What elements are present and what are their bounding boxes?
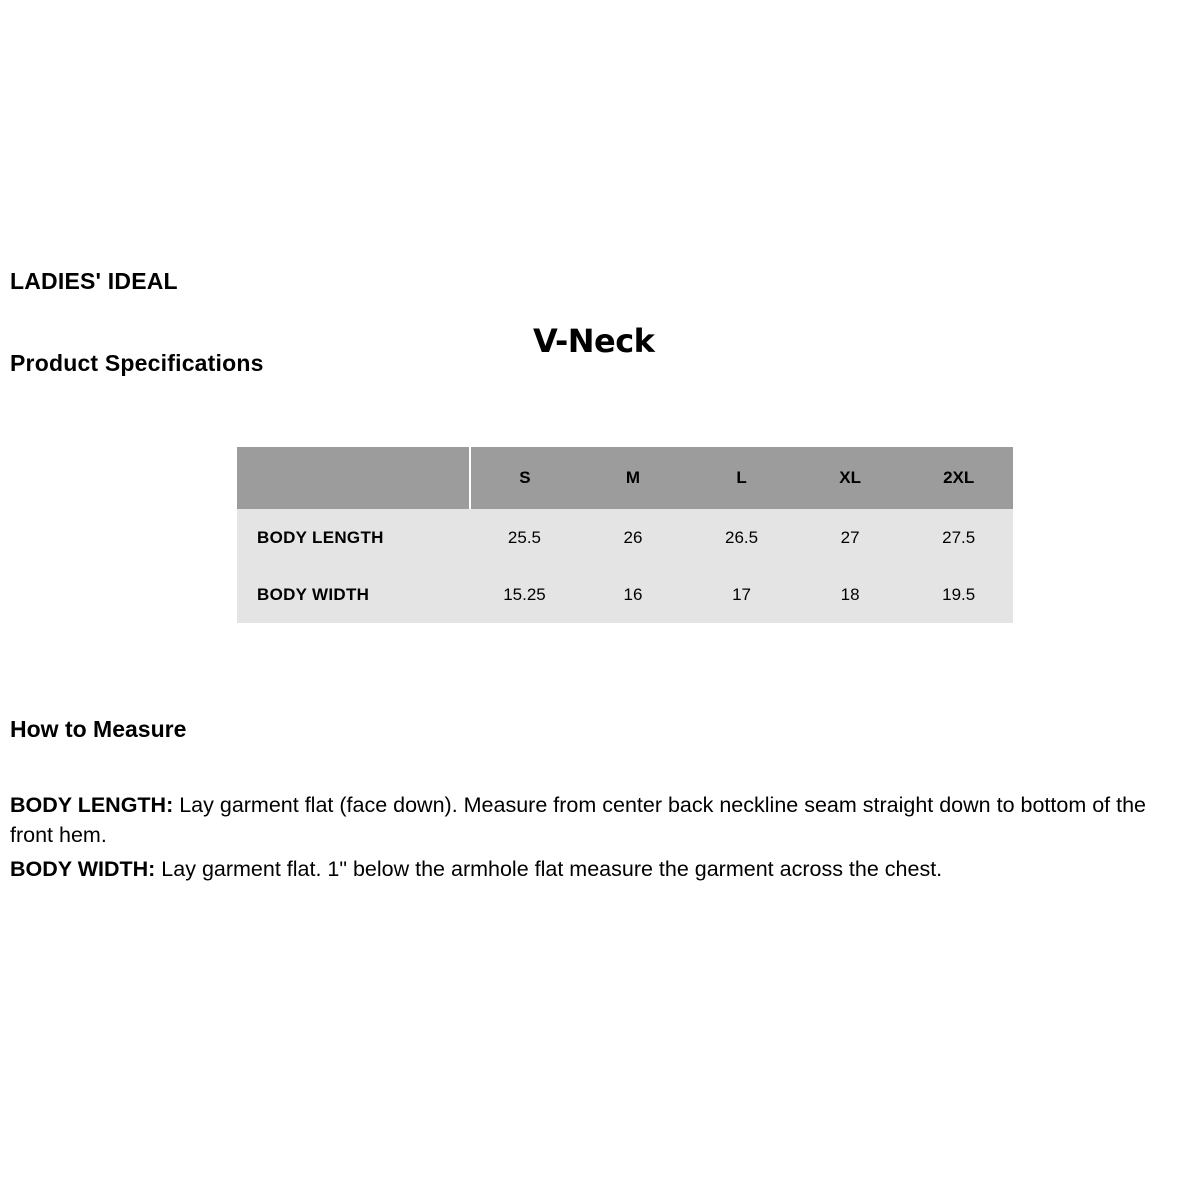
cell-body-width-xl: 18 xyxy=(840,584,860,604)
how-to-measure-title: How to Measure xyxy=(10,716,187,742)
cell-body-length-m: 26 xyxy=(623,527,643,547)
cell-body-length-s: 25.5 xyxy=(507,527,541,547)
table-header-row xyxy=(237,447,1013,509)
spec-table-header xyxy=(237,447,1013,509)
brand-title: LADIES' IDEAL xyxy=(10,268,178,294)
cell-body-width-l: 17 xyxy=(732,584,752,604)
cell-body-width-m: 16 xyxy=(623,584,643,604)
cell-body-width-2xl: 19.5 xyxy=(942,584,976,604)
measure-text-body-width: Lay garment flat. 1" below the armhole flat measure the garment across the chest. xyxy=(155,857,943,881)
spec-table-body xyxy=(237,509,1013,623)
header-cell-l: L xyxy=(736,468,747,487)
cell-body-length-2xl: 27.5 xyxy=(942,527,976,547)
header-cell-2xl: 2XL xyxy=(943,468,975,487)
row-label-body-length: BODY LENGTH xyxy=(257,527,384,547)
measure-instruction-body-width xyxy=(10,854,1192,884)
measure-term-body-length: BODY LENGTH: xyxy=(10,793,174,817)
table-row xyxy=(237,566,1013,623)
measure-instruction-body-length xyxy=(10,790,1192,850)
measure-text-body-length: Lay garment flat (face down). Measure from center back neckline seam straight down to bottom of the front hem. xyxy=(10,793,1146,847)
header-cell-s: S xyxy=(470,447,579,509)
header-cell-blank xyxy=(237,447,470,509)
measure-term-body-width: BODY WIDTH: xyxy=(10,857,156,881)
header-cell-m: M xyxy=(625,468,641,487)
cell-body-width-s: 15.25 xyxy=(503,584,546,604)
section-title: Product Specifications xyxy=(10,350,264,376)
spec-table xyxy=(237,447,1013,623)
style-name: V-Neck xyxy=(533,322,655,360)
cell-body-length-l: 26.5 xyxy=(725,527,759,547)
how-to-measure-body xyxy=(10,790,1192,888)
row-label-body-width: BODY WIDTH xyxy=(257,584,370,604)
table-row xyxy=(237,509,1013,566)
cell-body-length-xl: 27 xyxy=(840,527,860,547)
header-cell-xl: XL xyxy=(839,468,861,487)
